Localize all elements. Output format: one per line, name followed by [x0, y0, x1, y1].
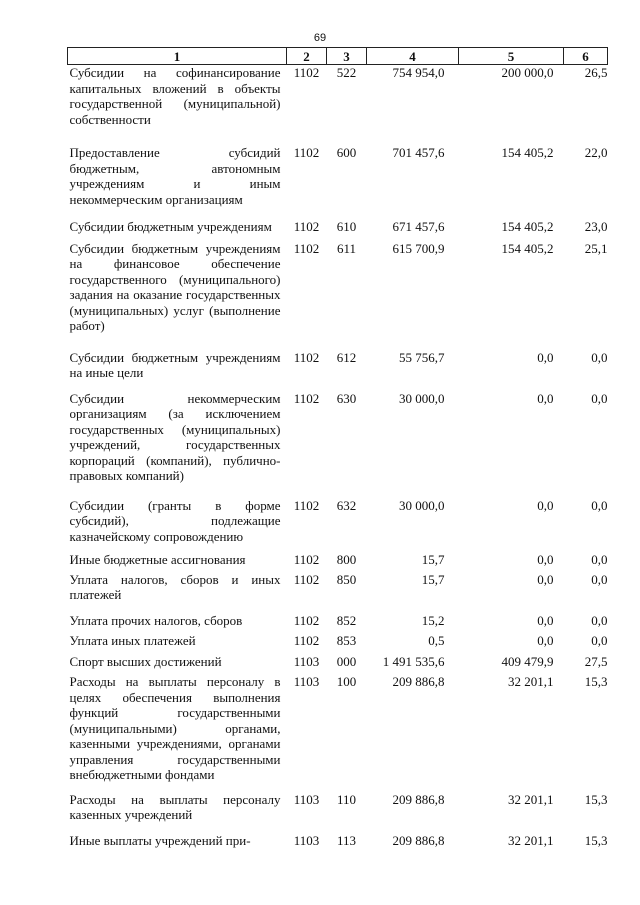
row-expense-type-code: 632 [336, 497, 357, 513]
row-actual-amount: 32 201,1 [508, 674, 554, 689]
row-percent: 25,1 [584, 240, 608, 256]
table-header [68, 48, 608, 65]
row-planned-amount: 1 491 535,6 [382, 653, 445, 669]
row-section-code: 1102 [293, 390, 320, 406]
row-name: Субсидии бюджетным учреждениям на иные цели [69, 349, 281, 380]
row-planned-amount: 754 954,0 [392, 65, 445, 80]
row-planned-amount: 615 700,9 [392, 240, 445, 256]
row-percent: 0,0 [591, 552, 608, 567]
row-name: Уплата иных платежей [69, 633, 196, 648]
row-section-code: 1102 [293, 65, 320, 80]
row-planned-amount: 30 000,0 [399, 390, 445, 406]
row-expense-type-code: 522 [336, 65, 357, 80]
row-section-code: 1103 [293, 653, 320, 669]
row-spacer [68, 207, 608, 219]
row-actual-amount: 0,0 [537, 390, 554, 406]
row-spacer [68, 783, 608, 792]
row-name: Уплата прочих налогов, сборов [69, 612, 243, 628]
table-row [68, 391, 608, 484]
table-row [68, 219, 608, 235]
row-spacer [68, 823, 608, 833]
row-planned-amount: 209 886,8 [392, 674, 445, 689]
row-spacer-cell [68, 603, 608, 613]
row-section-code: 1102 [293, 633, 320, 648]
row-expense-type-code: 850 [336, 571, 357, 587]
row-name: Субсидии бюджетным учреждениям [69, 219, 272, 234]
row-spacer [68, 127, 608, 145]
row-expense-type-code: 852 [336, 612, 357, 628]
row-percent: 15,3 [584, 791, 608, 807]
row-expense-type-code: 612 [336, 349, 357, 365]
row-expense-type-code: 113 [336, 832, 357, 848]
row-expense-type-code: 800 [336, 552, 357, 567]
row-name: Субсидии бюджетным учреждениям на финансовое обеспечение государственного (муниципального) задания на оказание государственных (муниципальных) услуг (выполнение работ) [69, 240, 281, 333]
table-row [68, 65, 608, 128]
row-planned-amount: 0,5 [428, 633, 445, 648]
row-section-code: 1103 [293, 791, 320, 807]
row-spacer [68, 334, 608, 350]
row-expense-type-code: 630 [336, 390, 357, 406]
table-row [68, 792, 608, 823]
row-section-code: 1102 [293, 497, 320, 513]
row-percent: 0,0 [591, 612, 608, 628]
row-spacer [68, 484, 608, 498]
row-name: Расходы на выплаты персоналу в целях обеспечения выполнения функций государственными (муниципальными) органами, казенными учреждениями, органами управления государственными внебюджетными фондами [69, 674, 281, 782]
row-actual-amount: 200 000,0 [501, 65, 554, 80]
row-spacer-cell [68, 334, 608, 350]
row-actual-amount: 154 405,2 [501, 145, 554, 160]
header-col-1: 1 [68, 48, 287, 65]
row-name: Уплата налогов, сборов и иных платежей [69, 571, 281, 602]
header-col-4: 4 [367, 48, 459, 65]
table-row [68, 350, 608, 381]
table-row [68, 633, 608, 649]
row-name: Спорт высших достижений [69, 653, 222, 669]
row-percent: 27,5 [584, 653, 608, 669]
row-name: Субсидии (гранты в форме субсидий), подлежащие казначейскому сопровождению [69, 497, 281, 544]
page-number: 69 [313, 32, 327, 44]
row-percent: 26,5 [584, 65, 608, 80]
row-spacer-cell [68, 207, 608, 219]
row-actual-amount: 154 405,2 [501, 219, 554, 234]
row-actual-amount: 409 479,9 [501, 653, 554, 669]
header-col-6: 6 [564, 48, 608, 65]
table-row [68, 654, 608, 670]
row-percent: 0,0 [591, 349, 608, 365]
table-row [68, 552, 608, 568]
row-planned-amount: 209 886,8 [392, 791, 445, 807]
table-row [68, 833, 608, 849]
row-percent: 0,0 [591, 390, 608, 406]
row-name: Иные выплаты учреждений при- [69, 832, 251, 848]
header-col-3: 3 [327, 48, 367, 65]
row-percent: 0,0 [591, 633, 608, 648]
row-section-code: 1102 [293, 240, 320, 256]
row-name: Субсидии некоммерческим организациям (за исключением государственных (муниципальных) учреждений, государственных корпораций (компаний), публично-правовых компаний) [69, 390, 281, 483]
row-expense-type-code: 610 [336, 219, 357, 234]
row-name: Предоставление субсидий бюджетным, автономным учреждениям и иным некоммерческим организациям [69, 145, 281, 207]
row-percent: 23,0 [584, 219, 608, 234]
row-spacer-cell [68, 544, 608, 552]
row-name: Иные бюджетные ассигнования [69, 552, 246, 567]
row-section-code: 1103 [293, 832, 320, 848]
row-spacer-cell [68, 484, 608, 498]
row-expense-type-code: 100 [336, 674, 357, 689]
row-name: Субсидии на софинансирование капитальных вложений в объекты государственной (муниципальной) собственности [69, 65, 281, 127]
row-actual-amount: 0,0 [537, 571, 554, 587]
row-spacer-cell [68, 823, 608, 833]
row-actual-amount: 0,0 [537, 633, 554, 648]
header-col-2: 2 [287, 48, 327, 65]
row-section-code: 1102 [293, 571, 320, 587]
row-spacer [68, 381, 608, 391]
row-planned-amount: 671 457,6 [392, 219, 445, 234]
table-row [68, 145, 608, 207]
table-row [68, 572, 608, 603]
budget-table [67, 47, 608, 848]
row-planned-amount: 30 000,0 [399, 497, 445, 513]
row-section-code: 1102 [293, 349, 320, 365]
table-body [68, 65, 608, 849]
row-actual-amount: 0,0 [537, 552, 554, 567]
row-spacer [68, 603, 608, 613]
row-planned-amount: 701 457,6 [392, 145, 445, 160]
row-planned-amount: 55 756,7 [399, 349, 445, 365]
row-expense-type-code: 600 [336, 145, 357, 160]
row-planned-amount: 15,2 [421, 612, 445, 628]
row-name: Расходы на выплаты персоналу казенных учреждений [69, 791, 281, 822]
row-section-code: 1102 [293, 145, 320, 160]
row-spacer-cell [68, 783, 608, 792]
row-expense-type-code: 000 [336, 653, 357, 669]
row-expense-type-code: 611 [336, 240, 357, 256]
row-spacer-cell [68, 127, 608, 145]
table-row [68, 674, 608, 783]
row-expense-type-code: 110 [336, 791, 357, 807]
table-row [68, 241, 608, 334]
row-section-code: 1103 [293, 674, 320, 689]
row-planned-amount: 15,7 [421, 571, 445, 587]
row-percent: 15,3 [584, 674, 608, 689]
row-actual-amount: 32 201,1 [508, 832, 554, 848]
row-percent: 15,3 [584, 832, 608, 848]
row-percent: 0,0 [591, 497, 608, 513]
row-actual-amount: 0,0 [537, 349, 554, 365]
row-section-code: 1102 [293, 219, 320, 234]
row-actual-amount: 154 405,2 [501, 240, 554, 256]
row-spacer [68, 544, 608, 552]
row-section-code: 1102 [293, 612, 320, 628]
row-percent: 0,0 [591, 571, 608, 587]
header-col-5: 5 [459, 48, 564, 65]
row-actual-amount: 32 201,1 [508, 791, 554, 807]
row-spacer-cell [68, 381, 608, 391]
table-row [68, 613, 608, 629]
row-actual-amount: 0,0 [537, 612, 554, 628]
row-actual-amount: 0,0 [537, 497, 554, 513]
row-planned-amount: 209 886,8 [392, 832, 445, 848]
table-row [68, 498, 608, 545]
header-row [68, 48, 608, 65]
row-percent: 22,0 [584, 145, 608, 160]
row-planned-amount: 15,7 [421, 552, 445, 567]
row-section-code: 1102 [293, 552, 320, 567]
row-expense-type-code: 853 [336, 633, 357, 648]
